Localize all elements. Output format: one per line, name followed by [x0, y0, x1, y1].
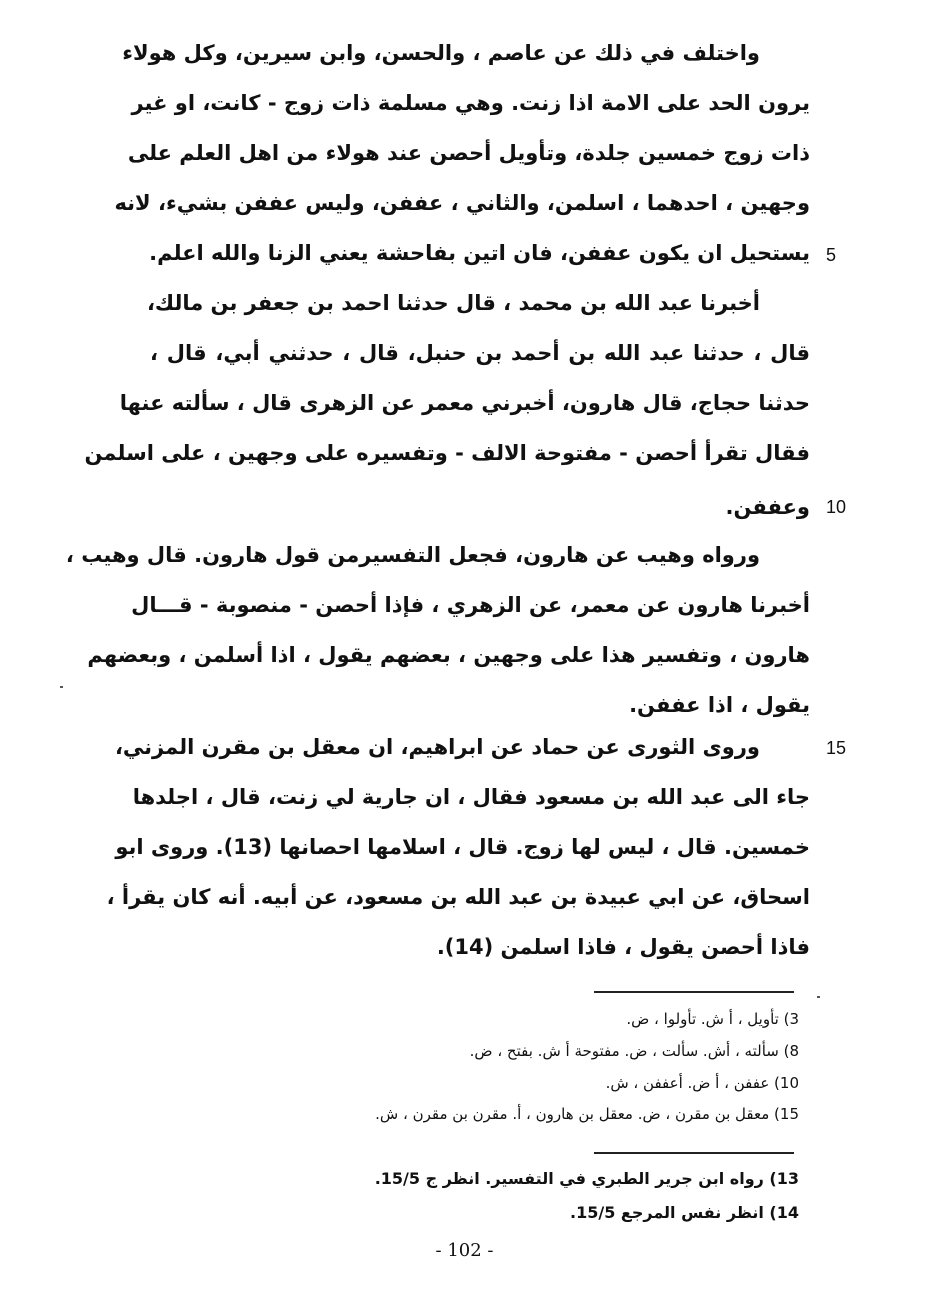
body-line: أخبرنا عبد الله بن محمد ، قال حدثنا احمد بن جعفر بن مالك، [146, 291, 760, 315]
variant-note: 8) سألته ، أش. سألت ، ض. مفتوحة أ ش. بفتح ، ض. [469, 1042, 799, 1060]
line-number: 10 [826, 497, 847, 517]
body-line: فاذا أحصن يقول ، فاذا اسلمن (14). [436, 935, 810, 959]
body-line: أخبرنا هارون عن معمر، عن الزهري ، فإذا أحصن - منصوبة - قـــال [131, 593, 810, 617]
body-line: خمسين. قال ، ليس لها زوج. قال ، اسلامها احصانها (13). وروى ابو [115, 835, 810, 859]
footnote-separator [594, 991, 794, 993]
body-line: حدثنا حجاج، قال هارون، أخبرني معمر عن الزهرى قال ، سألته عنها [119, 391, 810, 415]
footnote-separator [594, 1152, 794, 1154]
body-line: يرون الحد على الامة اذا زنت. وهي مسلمة ذات زوج - كانت، او غير [131, 91, 810, 115]
body-line: اسحاق، عن ابي عبيدة بن عبد الله بن مسعود، عن أبيه. أنه كان يقرأ ، [106, 885, 810, 909]
line-number: 15 [826, 738, 847, 758]
body-line: جاء الى عبد الله بن مسعود فقال ، ان جارية لي زنت، قال ، اجلدها [132, 785, 810, 809]
body-line: يقول ، اذا عففن. [629, 693, 810, 717]
body-line: وروى الثورى عن حماد عن ابراهيم، ان معقل بن مقرن المزني، [114, 735, 760, 759]
body-line: يستحيل ان يكون عففن، فان اتين بفاحشة يعني الزنا والله اعلم. [149, 241, 810, 265]
scan-speck [60, 686, 63, 688]
body-line: هارون ، وتفسير هذا على وجهين ، بعضهم يقول ، اذا أسلمن ، وبعضهم [87, 643, 810, 667]
body-line: وعففن. [725, 495, 810, 519]
reference-note: 14) انظر نفس المرجع 15/5. [570, 1203, 799, 1222]
reference-note: 13) رواه ابن جرير الطبري في التفسير. انظر ج 15/5. [374, 1169, 799, 1188]
scan-speck [817, 996, 820, 998]
body-line: قال ، حدثنا عبد الله بن أحمد بن حنبل، قال ، حدثني أبي، قال ، [150, 341, 810, 365]
variant-note: 15) معقل بن مقرن ، ض. معقل بن هارون ، أ. مقرن بن مقرن ، ش. [375, 1105, 799, 1123]
variant-note: 3) تأويل ، أ ش. تأولوا ، ض. [626, 1010, 799, 1028]
line-number: 5 [826, 245, 837, 265]
body-line: ذات زوج خمسين جلدة، وتأويل أحصن عند هولاء من اهل العلم على [127, 141, 810, 165]
page-number: - 102 - [435, 1240, 494, 1261]
body-line: ورواه وهيب عن هارون، فجعل التفسيرمن قول هارون. قال وهيب ، [65, 543, 760, 567]
body-line: فقال تقرأ أحصن - مفتوحة الالف - وتفسيره على وجهين ، على اسلمن [84, 441, 810, 465]
variant-note: 10) عففن ، أ ض. أعففن ، ش. [605, 1074, 799, 1092]
body-line: واختلف في ذلك عن عاصم ، والحسن، وابن سيرين، وكل هولاء [122, 41, 760, 65]
body-line: وجهين ، احدهما ، اسلمن، والثاني ، عففن، وليس عففن بشيء، لانه [114, 191, 810, 215]
